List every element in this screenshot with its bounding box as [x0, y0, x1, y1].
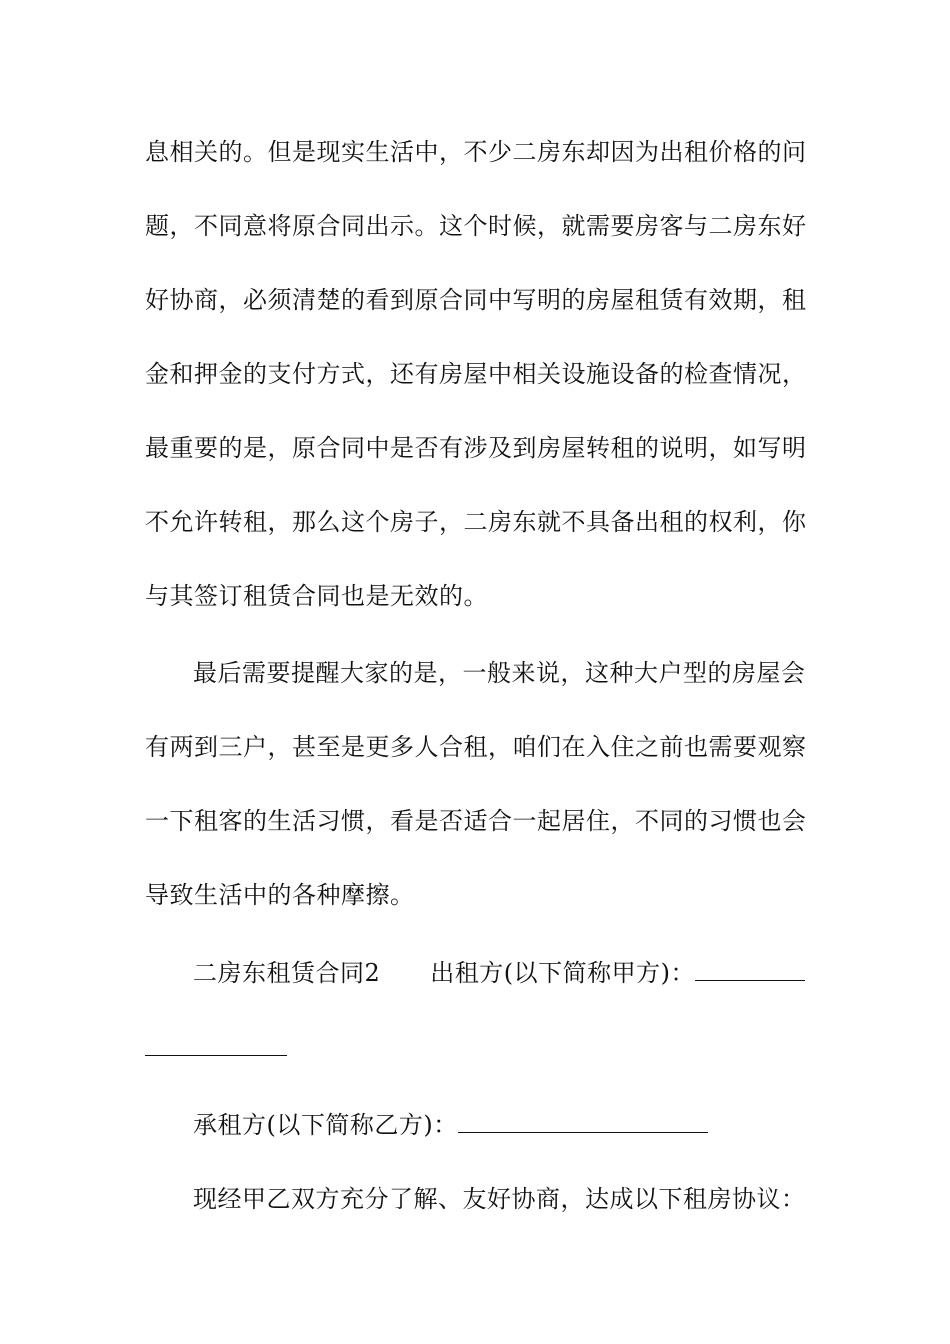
lessor-label: 出租方(以下简称甲方)：: [430, 959, 696, 987]
contract-title-line: [193, 958, 805, 988]
lessor-blank-continued: [145, 1055, 287, 1056]
paragraph-line: 金和押金的支付方式，还有房屋中相关设施设备的检查情况，: [145, 360, 807, 388]
paragraph-line: 一下租客的生活习惯，看是否适合一起居住，不同的习惯也会: [145, 807, 807, 835]
agreement-intro: 现经甲乙双方充分了解、友好协商，达成以下租房协议：: [193, 1185, 806, 1213]
lessee-label: 承租方(以下简称乙方)：: [193, 1111, 458, 1139]
paragraph-line: 息相关的。但是现实生活中，不少二房东却因为出租价格的问: [145, 138, 807, 166]
paragraph-line: 好协商，必须清楚的看到原合同中写明的房屋租赁有效期，租: [145, 286, 807, 314]
paragraph-line: 最后需要提醒大家的是，一般来说，这种大户型的房屋会: [193, 659, 806, 687]
lessee-line: [193, 1110, 708, 1140]
lessor-blank: [695, 958, 805, 981]
contract-title: 二房东租赁合同2: [193, 959, 381, 987]
paragraph-line: 题，不同意将原合同出示。这个时候，就需要房客与二房东好: [145, 212, 807, 240]
paragraph-line: 导致生活中的各种摩擦。: [145, 881, 415, 909]
lessee-blank: [458, 1110, 708, 1133]
paragraph-line: 有两到三户，甚至是更多人合租，咱们在入住之前也需要观察: [145, 733, 807, 761]
paragraph-line: 与其签订租赁合同也是无效的。: [145, 582, 488, 610]
paragraph-line: 不允许转租，那么这个房子，二房东就不具备出租的权利，你: [145, 508, 807, 536]
paragraph-line: 最重要的是，原合同中是否有涉及到房屋转租的说明，如写明: [145, 434, 807, 462]
